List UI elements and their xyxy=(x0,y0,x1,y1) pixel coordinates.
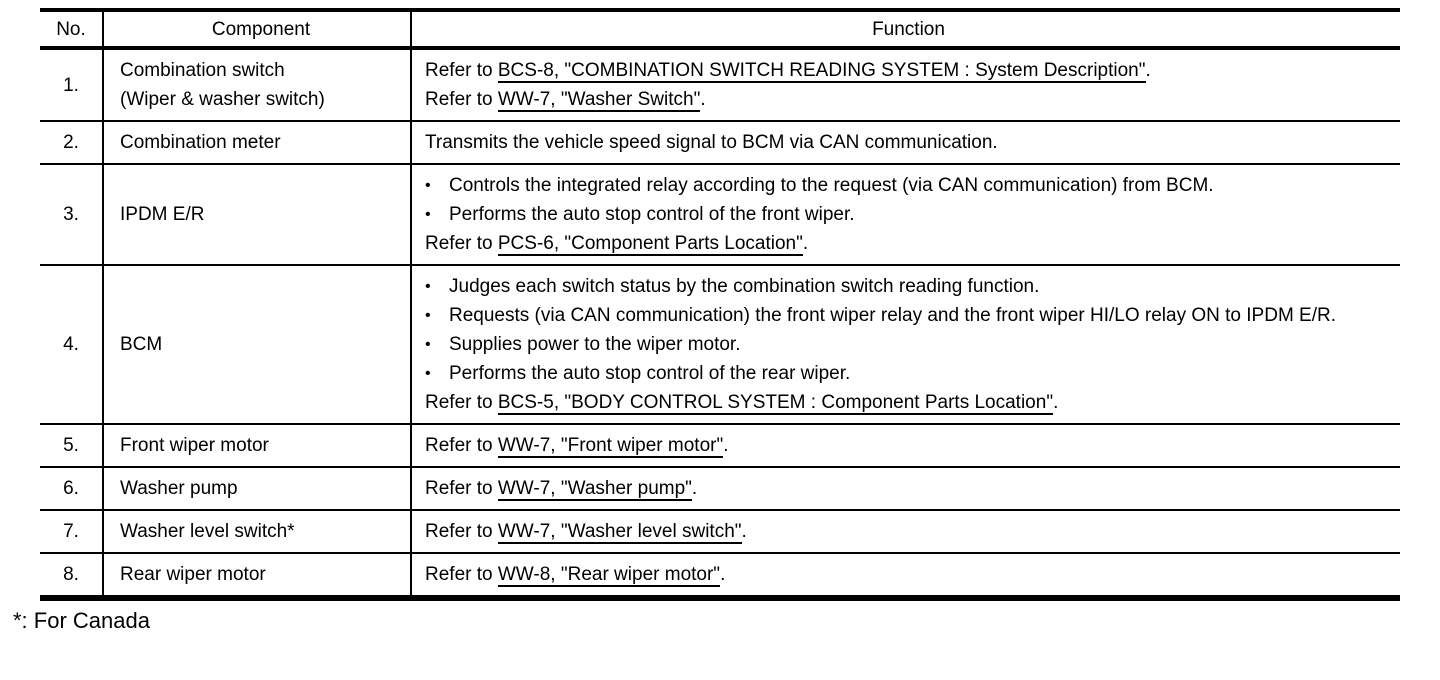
refer-prefix: Refer to xyxy=(425,60,498,81)
function-cell xyxy=(410,122,1400,163)
component-cell xyxy=(102,511,410,552)
footnote: *: For Canada xyxy=(13,608,150,633)
refer-line xyxy=(425,388,1392,417)
refer-link[interactable]: PCS-6, "Component Parts Location" xyxy=(497,233,803,254)
row-number: 5. xyxy=(63,435,79,456)
refer-suffix: . xyxy=(700,89,706,110)
function-cell xyxy=(410,425,1400,466)
component-cell xyxy=(102,165,410,264)
bullet-item xyxy=(425,359,1392,388)
refer-line xyxy=(425,56,1392,85)
component-line: (Wiper & washer switch) xyxy=(120,89,325,110)
table-row xyxy=(40,50,1400,122)
component-line: Rear wiper motor xyxy=(120,564,266,585)
bullet-text: Judges each switch status by the combination switch reading function. xyxy=(449,276,1040,297)
table-row xyxy=(40,554,1400,601)
bullet-icon: • xyxy=(425,278,431,295)
bullet-item xyxy=(425,301,1392,330)
header-cell-function: Function xyxy=(410,12,1400,46)
table-body xyxy=(40,50,1400,601)
function-cell xyxy=(410,50,1400,120)
refer-prefix: Refer to xyxy=(425,478,498,499)
refer-prefix: Refer to xyxy=(425,89,498,110)
refer-line xyxy=(425,431,1392,460)
table-header-row xyxy=(40,12,1400,50)
refer-line xyxy=(425,517,1392,546)
refer-link[interactable]: WW-7, "Washer Switch" xyxy=(497,89,701,110)
bullet-icon: • xyxy=(425,177,431,194)
refer-suffix: . xyxy=(1053,392,1059,413)
function-text: Transmits the vehicle speed signal to BCM via CAN communication. xyxy=(425,132,998,153)
component-line: Washer pump xyxy=(120,478,238,499)
row-number: 2. xyxy=(63,132,79,153)
refer-prefix: Refer to xyxy=(425,564,498,585)
component-cell xyxy=(102,554,410,595)
table-row xyxy=(40,266,1400,425)
refer-prefix: Refer to xyxy=(425,392,498,413)
refer-prefix: Refer to xyxy=(425,521,498,542)
refer-line xyxy=(425,229,1392,258)
refer-suffix: . xyxy=(802,233,809,254)
refer-suffix: . xyxy=(691,478,698,499)
row-number: 8. xyxy=(63,564,79,585)
refer-suffix: . xyxy=(720,564,726,585)
refer-line xyxy=(425,474,1392,503)
table-row xyxy=(40,468,1400,511)
bullet-item xyxy=(425,330,1392,359)
row-number: 7. xyxy=(63,521,79,542)
refer-link[interactable]: BCS-8, "COMBINATION SWITCH READING SYSTEM : System Description" xyxy=(497,60,1146,81)
bullet-text: Supplies power to the wiper motor. xyxy=(449,334,741,355)
refer-suffix: . xyxy=(1145,60,1151,81)
table-row xyxy=(40,425,1400,468)
row-number: 4. xyxy=(63,334,79,355)
refer-line xyxy=(425,85,1392,114)
component-cell xyxy=(102,425,410,466)
component-line: Front wiper motor xyxy=(120,435,269,456)
bullet-text: Performs the auto stop control of the rear wiper. xyxy=(449,363,851,384)
refer-link[interactable]: BCS-5, "BODY CONTROL SYSTEM : Component Parts Location" xyxy=(497,392,1054,413)
refer-suffix: . xyxy=(723,435,729,456)
component-line: Combination meter xyxy=(120,132,281,153)
refer-prefix: Refer to xyxy=(425,233,498,254)
component-line: IPDM E/R xyxy=(120,204,205,225)
component-line: Washer level switch* xyxy=(120,521,295,542)
component-cell xyxy=(102,50,410,120)
function-cell xyxy=(410,165,1400,264)
function-cell xyxy=(410,266,1400,423)
component-cell xyxy=(102,122,410,163)
bullet-item xyxy=(425,272,1392,301)
row-number: 3. xyxy=(63,204,79,225)
bullet-icon: • xyxy=(425,365,431,382)
bullet-text: Performs the auto stop control of the front wiper. xyxy=(449,204,855,225)
table-row xyxy=(40,165,1400,266)
bullet-icon: • xyxy=(425,336,431,353)
component-cell xyxy=(102,266,410,423)
component-line: BCM xyxy=(120,334,163,355)
function-cell xyxy=(410,511,1400,552)
component-function-table xyxy=(40,8,1400,601)
header-cell-no: No. xyxy=(56,18,86,40)
component-cell xyxy=(102,468,410,509)
table-row xyxy=(40,122,1400,165)
refer-link[interactable]: WW-8, "Rear wiper motor" xyxy=(497,564,721,585)
bullet-item xyxy=(425,171,1392,200)
refer-link[interactable]: WW-7, "Washer level switch" xyxy=(497,521,742,542)
component-line: Combination switch xyxy=(120,60,285,81)
function-cell xyxy=(410,468,1400,509)
refer-link[interactable]: WW-7, "Washer pump" xyxy=(497,478,692,499)
refer-link[interactable]: WW-7, "Front wiper motor" xyxy=(497,435,724,456)
refer-line xyxy=(425,560,1392,589)
refer-suffix: . xyxy=(741,521,747,542)
bullet-text: Requests (via CAN communication) the front wiper relay and the front wiper HI/LO relay ON to IPDM E/R. xyxy=(449,305,1336,326)
bullet-item xyxy=(425,200,1392,229)
table-row xyxy=(40,511,1400,554)
row-number: 1. xyxy=(63,74,79,96)
function-cell xyxy=(410,554,1400,595)
header-cell-component: Component xyxy=(102,12,410,46)
row-number: 6. xyxy=(63,478,79,499)
bullet-icon: • xyxy=(425,206,431,223)
refer-prefix: Refer to xyxy=(425,435,498,456)
bullet-text: Controls the integrated relay according to the request (via CAN communication) from BCM. xyxy=(449,175,1214,196)
bullet-icon: • xyxy=(425,307,431,324)
